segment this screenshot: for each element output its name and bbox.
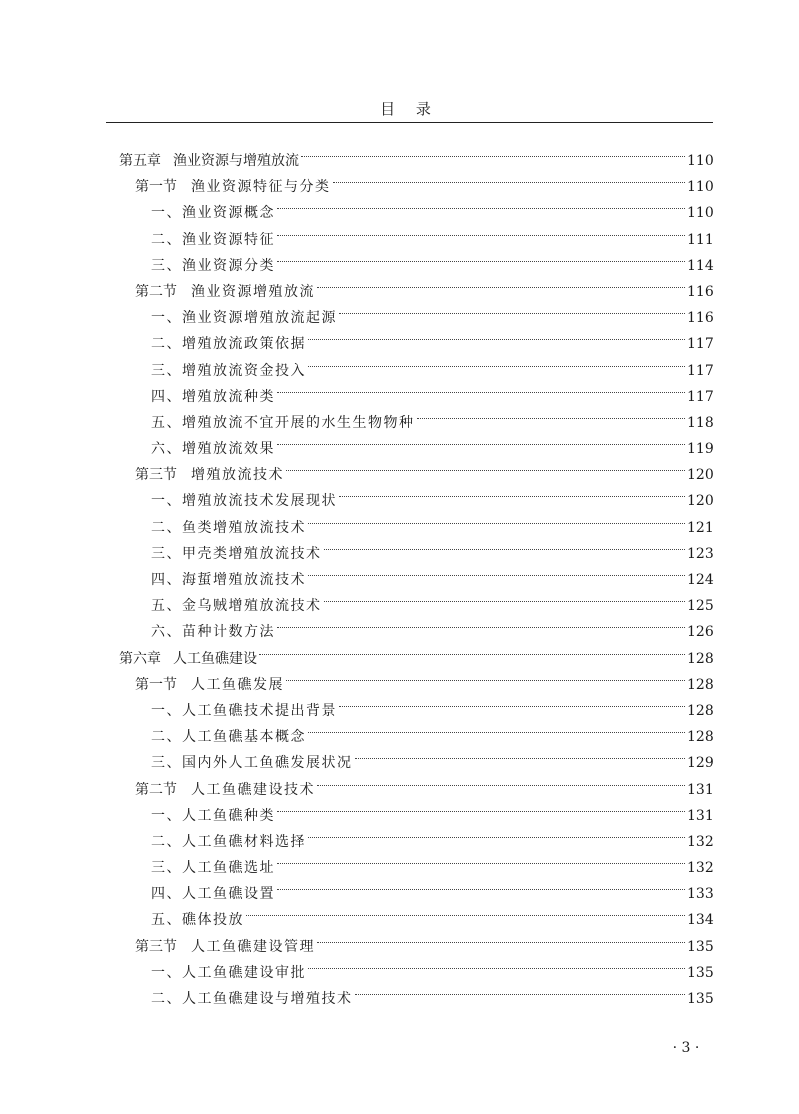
toc-entry-page: 128	[687, 702, 714, 719]
toc-entry-title-text: 增殖放流技术	[191, 467, 284, 484]
toc-entry-page: 132	[687, 833, 714, 850]
header-rule	[106, 122, 713, 123]
toc-entry-page: 117	[687, 336, 714, 353]
dot-leader	[339, 470, 685, 497]
toc-entry-page: 135	[687, 938, 714, 955]
toc-entry-page: 133	[687, 886, 714, 903]
dot-leader	[246, 889, 685, 916]
toc-entry-page: 126	[687, 624, 714, 641]
toc-entry-title	[135, 462, 284, 488]
toc-entry-page: 111	[687, 231, 714, 248]
page-header-title: 目 录	[380, 100, 439, 118]
toc-entry-page: 117	[687, 362, 714, 379]
toc-entry-title	[151, 619, 275, 645]
toc-entry-number: 第五章	[119, 153, 161, 169]
toc-entry-page: 116	[687, 283, 714, 300]
toc-entry-title-text: 五、金乌贼增殖放流技术	[151, 598, 322, 615]
dot-leader	[308, 313, 685, 340]
toc-entry-title-text: 五、增殖放流不宜开展的水生生物物种	[151, 414, 415, 431]
toc-entry-page: 131	[687, 807, 714, 824]
toc-entry-title-text: 三、渔业资源分类	[151, 257, 275, 274]
toc-entry-title	[151, 541, 322, 567]
toc-entry-title-text: 二、增殖放流政策依据	[151, 336, 306, 353]
toc-entry-title-text: 三、国内外人工鱼礁发展状况	[151, 755, 353, 772]
toc-entry-title	[135, 672, 284, 698]
toc-entry-title-text: 五、礁体投放	[151, 912, 244, 929]
toc-entry-title-text: 二、鱼类增殖放流技术	[151, 519, 306, 536]
toc-entry-page: 120	[687, 467, 714, 484]
dot-leader	[333, 156, 686, 183]
toc-entry-title	[151, 200, 275, 226]
toc-entry-title-text: 一、渔业资源增殖放流起源	[151, 310, 337, 327]
toc-entry-page: 116	[687, 310, 714, 327]
toc-entry-number: 第二节	[135, 283, 177, 300]
dot-leader	[277, 601, 685, 628]
toc-entry-page: 114	[687, 257, 714, 274]
toc-entry-title	[119, 646, 257, 672]
toc-entry-title-text: 一、人工鱼礁技术提出背景	[151, 702, 337, 719]
toc-entry-page: 124	[687, 572, 714, 588]
toc-entry-title-text: 四、增殖放流种类	[151, 388, 275, 405]
toc-entry-page: 135	[687, 964, 714, 981]
toc-entry-page: 129	[687, 755, 714, 772]
toc-entry-number: 第一节	[135, 179, 177, 196]
toc-entry-title	[151, 724, 306, 750]
toc-entry-page: 131	[687, 781, 714, 798]
page-number: · 3 ·	[672, 1040, 700, 1056]
toc-entry-title-text: 人工鱼礁发展	[191, 676, 284, 693]
toc-entry-title	[151, 855, 275, 881]
dot-leader	[308, 497, 685, 524]
toc-entry-page: 132	[687, 860, 714, 877]
toc-entry-title	[151, 960, 306, 986]
toc-entry-page: 110	[687, 205, 714, 222]
toc-entry-title	[151, 803, 275, 829]
dot-leader	[355, 968, 686, 995]
toc-entry-page: 134	[687, 912, 714, 929]
toc-entry-title	[135, 934, 315, 960]
toc-entry-page: 135	[687, 991, 714, 1007]
toc-entry-page: 120	[687, 493, 714, 510]
dot-leader	[277, 366, 685, 393]
toc-entry-title	[119, 148, 299, 174]
dot-leader	[286, 654, 685, 681]
dot-leader	[317, 261, 685, 288]
dot-leader	[324, 523, 686, 550]
toc-entry-title-text: 六、苗种计数方法	[151, 624, 275, 641]
toc-entry-number: 第一节	[135, 676, 177, 693]
toc-entry-title	[151, 515, 306, 541]
toc-entry-title	[151, 986, 353, 1012]
dot-leader	[308, 549, 685, 576]
dot-leader	[277, 418, 685, 445]
dot-leader	[317, 916, 685, 943]
toc-entry-page: 121	[687, 519, 714, 536]
toc-entry-title-text: 渔业资源特征与分类	[191, 179, 331, 196]
toc-entry-page: 110	[687, 153, 714, 169]
toc-entry-page: 123	[687, 545, 714, 562]
dot-leader	[355, 732, 686, 759]
toc-entry-title	[151, 436, 275, 462]
toc-entry-page: 128	[687, 676, 714, 693]
toc-entry-title-text: 人工鱼礁建设	[173, 650, 257, 667]
toc-entry-page: 117	[687, 388, 714, 405]
toc-entry-title-text: 三、甲壳类增殖放流技术	[151, 545, 322, 562]
dot-leader	[286, 444, 685, 471]
toc-entry-page: 110	[687, 179, 714, 196]
toc-entry-title	[151, 567, 306, 593]
dot-leader	[308, 340, 685, 367]
toc-entry-title-text: 二、人工鱼礁材料选择	[151, 833, 306, 850]
toc-entry-title-text: 渔业资源增殖放流	[191, 283, 315, 300]
toc-entry-number: 第三节	[135, 467, 177, 484]
dot-leader	[308, 706, 685, 733]
toc-entry-title-text: 二、渔业资源特征	[151, 231, 275, 248]
toc-entry-page: 119	[687, 441, 714, 458]
toc-entry-title-text: 人工鱼礁建设技术	[191, 781, 315, 798]
dot-leader	[277, 785, 685, 812]
dot-leader	[417, 392, 686, 419]
dot-leader	[317, 759, 685, 786]
toc-entry-page: 118	[687, 414, 714, 431]
toc-entry-title-text: 人工鱼礁建设管理	[191, 938, 315, 955]
toc-entry-title-text: 一、渔业资源概念	[151, 205, 275, 222]
toc-entry-title	[151, 384, 275, 410]
dot-leader	[277, 209, 685, 236]
toc-entry-title-text: 六、增殖放流效果	[151, 441, 275, 458]
toc-entry-number: 第三节	[135, 938, 177, 955]
toc-entry-number: 第二节	[135, 781, 177, 798]
toc-entry-title-text: 四、海蜇增殖放流技术	[151, 572, 306, 588]
dot-leader	[277, 837, 685, 864]
dot-leader	[301, 130, 685, 157]
dot-leader	[259, 628, 685, 655]
toc-entry-title-text: 二、人工鱼礁建设与增殖技术	[151, 991, 353, 1007]
toc-entry-title	[135, 279, 315, 305]
toc-entry-title-text: 一、增殖放流技术发展现状	[151, 493, 337, 510]
dot-leader	[277, 863, 685, 890]
toc-entry-title-text: 渔业资源与增殖放流	[173, 153, 299, 169]
dot-leader	[277, 235, 685, 262]
toc-entry-title-text: 四、人工鱼礁设置	[151, 886, 275, 903]
toc-entry-title	[151, 253, 275, 279]
toc-entry-page: 128	[687, 729, 714, 746]
toc-entry-title-text: 二、人工鱼礁基本概念	[151, 729, 306, 746]
table-of-contents	[119, 138, 714, 1007]
toc-entry-title	[151, 331, 306, 357]
toc-entry-page: 128	[687, 650, 714, 667]
dot-leader	[277, 182, 685, 209]
toc-entry-title-text: 一、人工鱼礁种类	[151, 807, 275, 824]
toc-entry-title-text: 三、人工鱼礁选址	[151, 860, 275, 877]
dot-leader	[324, 575, 686, 602]
dot-leader	[339, 680, 685, 707]
toc-entry-title	[151, 907, 244, 933]
dot-leader	[339, 287, 685, 314]
toc-entry-title	[151, 227, 275, 253]
toc-entry-title-text: 一、人工鱼礁建设审批	[151, 964, 306, 981]
dot-leader	[308, 942, 685, 969]
dot-leader	[308, 811, 685, 838]
toc-entry-number: 第六章	[119, 650, 161, 667]
toc-entry-title-text: 三、增殖放流资金投入	[151, 362, 306, 379]
toc-entry-page: 125	[687, 598, 714, 615]
